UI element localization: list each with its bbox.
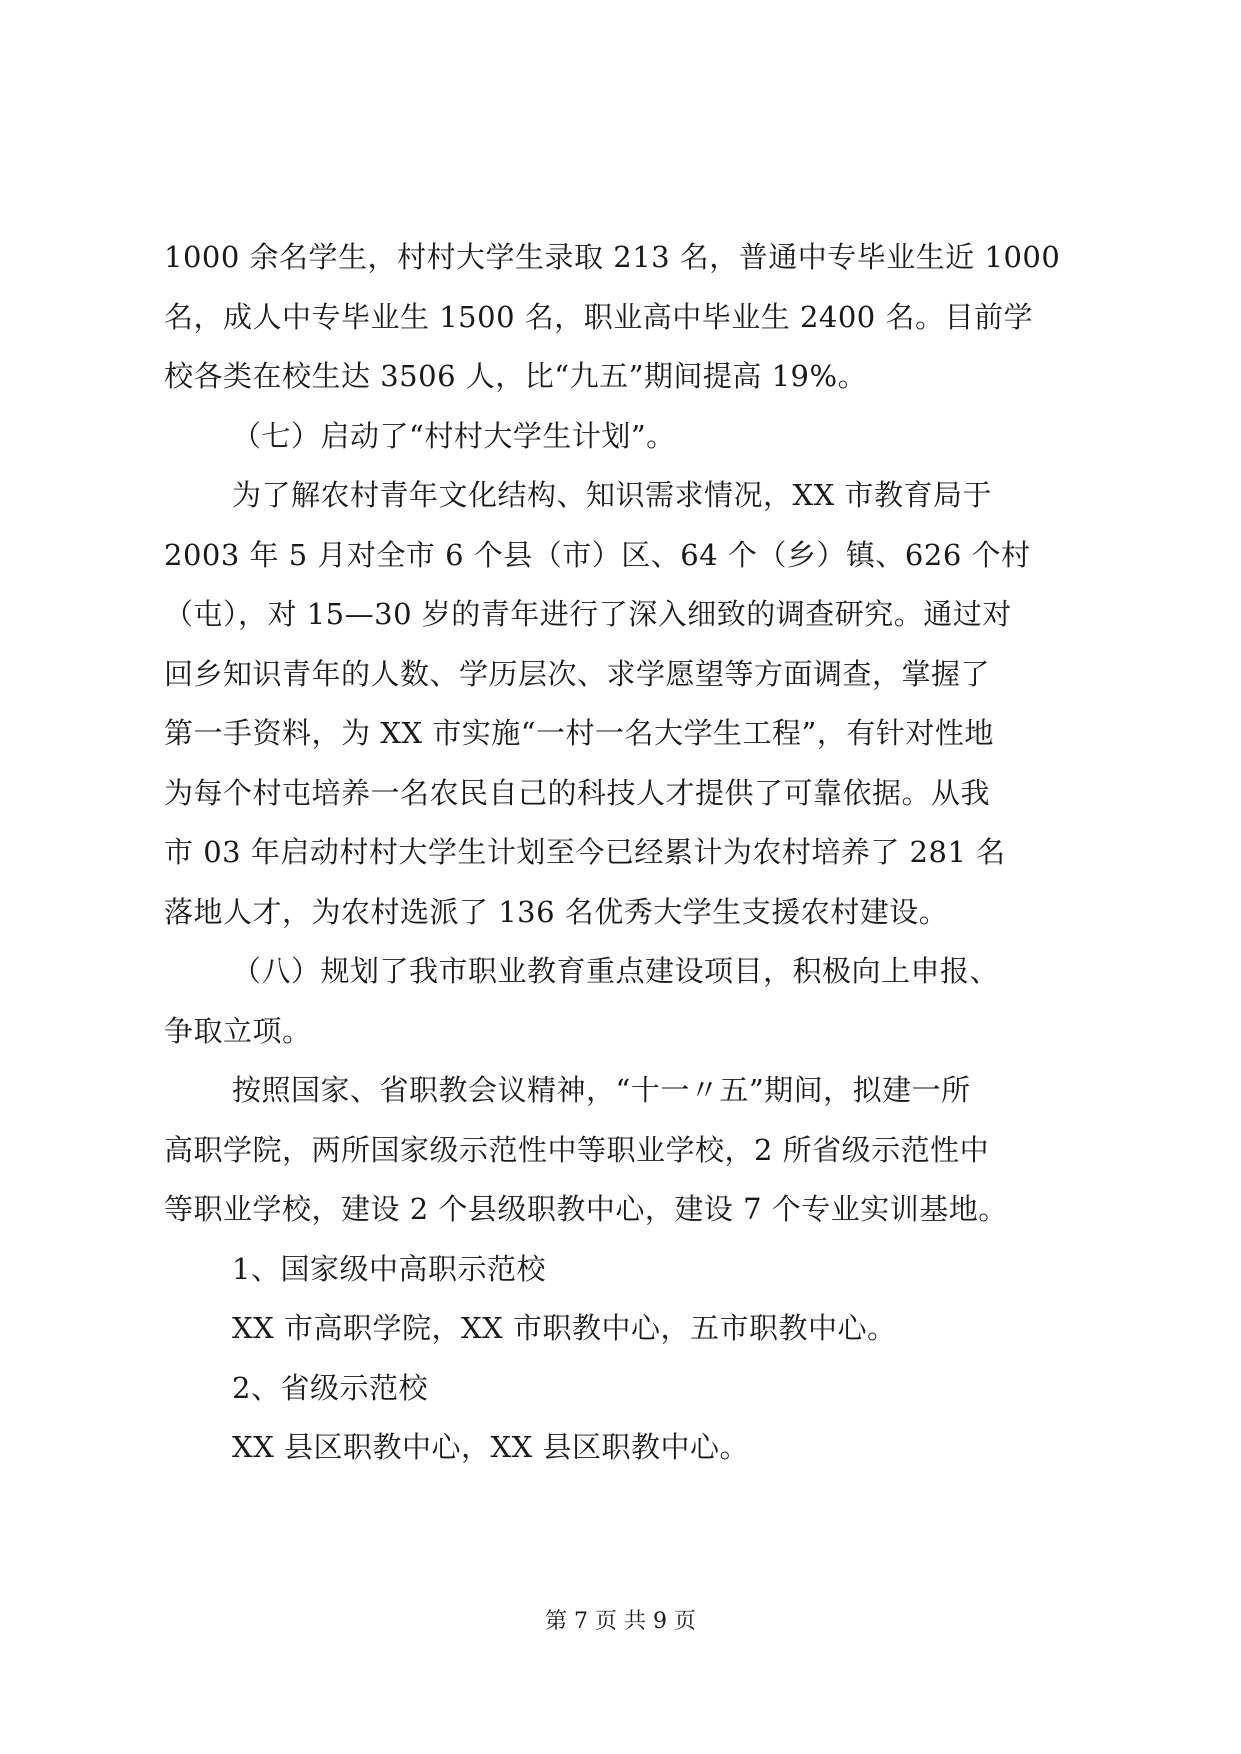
section-heading-seven: （七）启动了“村村大学生计划”。 — [232, 418, 676, 453]
body-line: 落地人才，为农村选派了 136 名优秀大学生支援农村建设。 — [164, 894, 949, 929]
body-line: 回乡知识青年的人数、学历层次、求学愿望等方面调查，掌握了 — [164, 656, 991, 691]
body-line: XX 县区职教中心，XX 县区职教中心。 — [232, 1430, 750, 1464]
page-number-footer: 第 7 页 共 9 页 — [545, 1609, 696, 1634]
section-heading-eight: （八）规划了我市职业教育重点建设项目，积极向上申报、 — [232, 954, 1000, 988]
body-line: 争取立项。 — [164, 1013, 312, 1048]
body-line: 市 03 年启动村村大学生计划至今已经累计为农村培养了 281 名 — [164, 835, 1006, 869]
body-line: 等职业学校，建设 2 个县级职教中心，建设 7 个专业实训基地。 — [164, 1192, 1008, 1226]
body-line: 2003 年 5 月对全市 6 个县（市）区、64 个（乡）镇、626 个村 — [164, 537, 1031, 572]
body-line: 名，成人中专毕业生 1500 名，职业高中毕业生 2400 名。目前学 — [164, 299, 1033, 334]
body-line: XX 市高职学院，XX 市职教中心，五市职教中心。 — [232, 1311, 897, 1345]
body-line: 高职学院，两所国家级示范性中等职业学校，2 所省级示范性中 — [164, 1132, 990, 1167]
body-line: 按照国家、省职教会议精神，“十一〃五”期间，拟建一所 — [232, 1073, 971, 1107]
list-heading-provincial: 2、省级示范校 — [232, 1370, 428, 1405]
body-line: （屯），对 15—30 岁的青年进行了深入细致的调查研究。通过对 — [164, 597, 1012, 631]
document-body — [164, 228, 1084, 1478]
body-line: 为每个村屯培养一名农民自己的科技人才提供了可靠依据。从我 — [164, 775, 991, 810]
body-line: 校各类在校生达 3506 人，比“九五”期间提高 19%。 — [164, 359, 868, 393]
body-line: 第一手资料，为 XX 市实施“一村一名大学生工程”，有针对性地 — [164, 716, 994, 750]
body-line: 为了解农村青年文化结构、知识需求情况，XX 市教育局于 — [232, 478, 993, 512]
list-heading-national: 1、国家级中高职示范校 — [232, 1251, 546, 1286]
body-line: 1000 余名学生，村村大学生录取 213 名，普通中专毕业生近 1000 — [164, 240, 1061, 274]
